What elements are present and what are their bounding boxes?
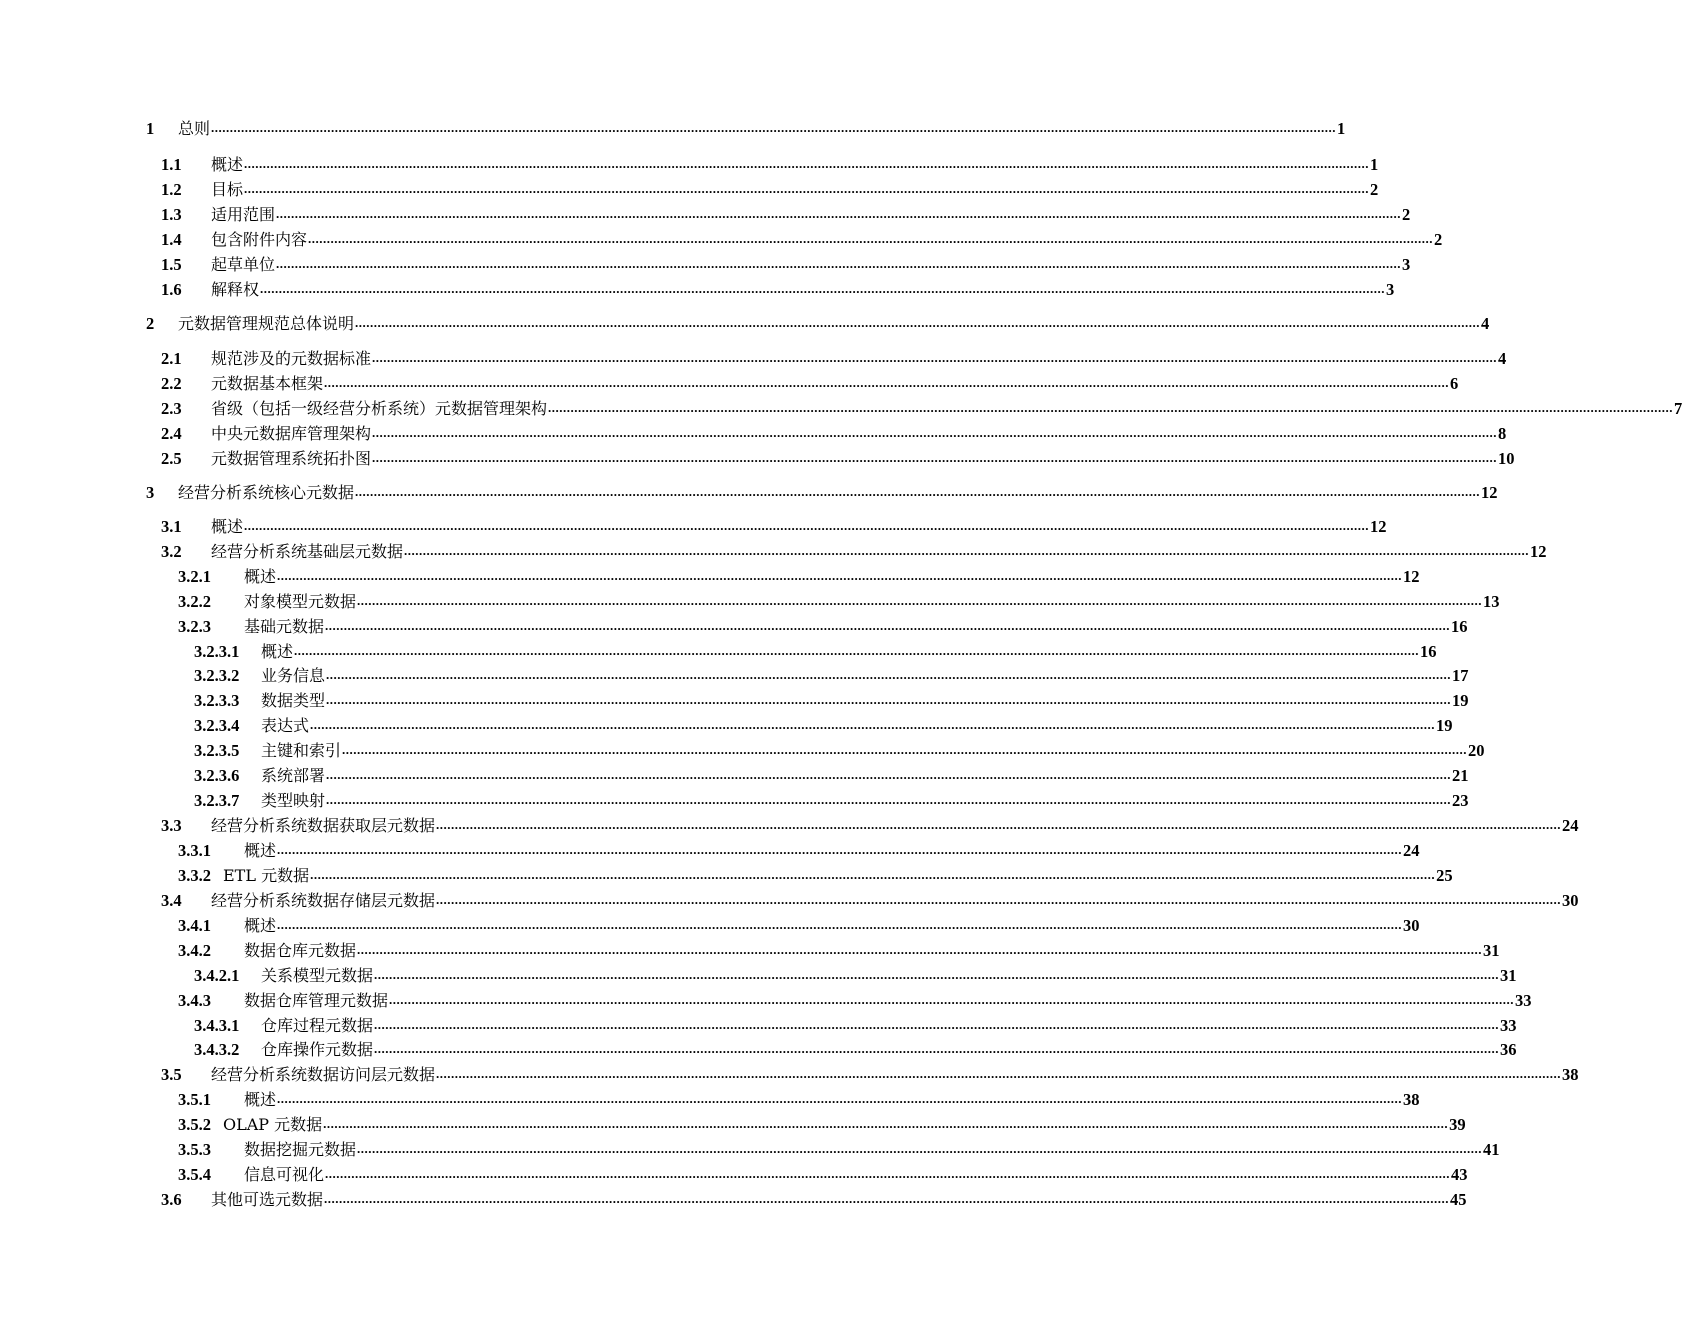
- toc-entry-page: 31: [1500, 966, 1517, 985]
- toc-entry-title: 概述: [244, 567, 277, 586]
- toc-entry-number: 3.2.2: [178, 592, 211, 611]
- toc-entry-title: 概述: [261, 642, 294, 661]
- toc-entry-page: 41: [1483, 1140, 1500, 1159]
- toc-entry-page: 1: [1370, 155, 1379, 174]
- toc-entry-number: 3.3.2: [178, 866, 211, 885]
- toc-entry-page: 3: [1402, 255, 1411, 274]
- toc-dot-leader: ............................................................................................................................................................................................................................................................................................................: [548, 400, 1674, 415]
- toc-entry-page: 2: [1402, 205, 1411, 224]
- toc-entry-title: 概述: [244, 1090, 277, 1109]
- toc-entry-title: 元数据管理系统拓扑图: [211, 449, 372, 468]
- toc-entry-number: 3.2.3.4: [194, 716, 240, 735]
- toc-dot-leader: ............................................................................................................................................................................................................................................................................................................: [324, 375, 1450, 390]
- toc-entry[interactable]: [161, 201, 1411, 225]
- toc-entry[interactable]: [178, 862, 1453, 886]
- toc-entry-number: 1.4: [161, 230, 182, 249]
- toc-entry-page: 38: [1562, 1065, 1579, 1084]
- toc-entry-page: 16: [1451, 617, 1468, 636]
- toc-entry[interactable]: [161, 370, 1459, 394]
- toc-entry-number: 3.4.3: [178, 991, 211, 1010]
- toc-dot-leader: ............................................................................................................................................................................................................................................................................................................: [326, 692, 1452, 707]
- toc-entry-title: 起草单位: [211, 255, 276, 274]
- toc-entry[interactable]: [194, 687, 1469, 711]
- toc-entry-page: 12: [1370, 517, 1387, 536]
- toc-entry[interactable]: [194, 762, 1469, 786]
- toc-dot-leader: ............................................................................................................................................................................................................................................................................................................: [308, 231, 1434, 246]
- toc-entry-number: 3.3: [161, 816, 182, 835]
- toc-entry-number: 3.5.3: [178, 1140, 211, 1159]
- toc-entry-page: 25: [1436, 866, 1453, 885]
- toc-entry-number: 2.1: [161, 349, 182, 368]
- toc-entry-page: 23: [1452, 791, 1469, 810]
- toc-entry[interactable]: [194, 712, 1453, 736]
- toc-entry-number: 3.4.3.1: [194, 1016, 240, 1035]
- toc-entry[interactable]: [194, 1036, 1517, 1060]
- toc-entry-page: 1: [1337, 119, 1346, 138]
- toc-dot-leader: ............................................................................................................................................................................................................................................................................................................: [342, 742, 1468, 757]
- toc-dot-leader: ............................................................................................................................................................................................................................................................................................................: [389, 992, 1515, 1007]
- toc-entry-title: 经营分析系统数据获取层元数据: [211, 816, 436, 835]
- toc-entry-page: 39: [1449, 1115, 1466, 1134]
- toc-dot-leader: ............................................................................................................................................................................................................................................................................................................: [355, 315, 1481, 330]
- toc-entry[interactable]: [178, 1161, 1468, 1185]
- toc-entry[interactable]: [178, 1086, 1420, 1110]
- toc-entry-title: 元数据管理规范总体说明: [178, 314, 355, 333]
- toc-entry-title: 规范涉及的元数据标准: [211, 349, 372, 368]
- toc-dot-leader: ............................................................................................................................................................................................................................................................................................................: [310, 867, 1436, 882]
- toc-entry[interactable]: [161, 395, 1682, 419]
- toc-dot-leader: ............................................................................................................................................................................................................................................................................................................: [294, 643, 1420, 658]
- toc-entry-number: 3.2.1: [178, 567, 211, 586]
- toc-entry-title: 数据仓库管理元数据: [244, 991, 389, 1010]
- toc-entry-title: 数据仓库元数据: [244, 941, 357, 960]
- toc-entry-title: 经营分析系统数据存储层元数据: [211, 891, 436, 910]
- toc-dot-leader: ............................................................................................................................................................................................................................................................................................................: [374, 1017, 1500, 1032]
- toc-entry-title: 表达式: [261, 716, 310, 735]
- toc-entry[interactable]: [161, 226, 1443, 250]
- toc-entry-number: 3.4.2.1: [194, 966, 240, 985]
- toc-entry[interactable]: [161, 276, 1395, 300]
- toc-entry-number: 2.3: [161, 399, 182, 418]
- toc-dot-leader: ............................................................................................................................................................................................................................................................................................................: [325, 618, 1451, 633]
- toc-entry-number: 1.1: [161, 155, 182, 174]
- toc-entry-page: 31: [1483, 941, 1500, 960]
- toc-entry-title: 仓库过程元数据: [261, 1016, 374, 1035]
- toc-dot-leader: ............................................................................................................................................................................................................................................................................................................: [277, 1091, 1403, 1106]
- toc-entry[interactable]: [178, 937, 1500, 961]
- toc-entry-page: 21: [1452, 766, 1469, 785]
- toc-entry-number: 3.2.3.5: [194, 741, 240, 760]
- toc-entry-number: 3.2.3.2: [194, 666, 240, 685]
- toc-entry[interactable]: [178, 987, 1532, 1011]
- toc-entry-page: 19: [1436, 716, 1453, 735]
- toc-entry-title: 对象模型元数据: [244, 592, 357, 611]
- toc-entry-title: 解释权: [211, 280, 260, 299]
- toc-entry-page: 33: [1515, 991, 1532, 1010]
- toc-entry-page: 16: [1420, 642, 1437, 661]
- toc-entry-number: 3.5.1: [178, 1090, 211, 1109]
- toc-entry-number: 3.2: [161, 542, 182, 561]
- toc-entry[interactable]: [146, 310, 1490, 334]
- toc-entry-title: 基础元数据: [244, 617, 325, 636]
- toc-entry[interactable]: [194, 662, 1469, 686]
- toc-entry-number: 3.2.3.3: [194, 691, 240, 710]
- toc-entry-page: 12: [1403, 567, 1420, 586]
- toc-dot-leader: ............................................................................................................................................................................................................................................................................................................: [357, 593, 1483, 608]
- toc-entry-title: 数据挖掘元数据: [244, 1140, 357, 1159]
- toc-dot-leader: ............................................................................................................................................................................................................................................................................................................: [374, 1041, 1500, 1056]
- toc-dot-leader: ............................................................................................................................................................................................................................................................................................................: [277, 568, 1403, 583]
- toc-entry-number: 3: [146, 483, 155, 502]
- toc-entry-page: 17: [1452, 666, 1469, 685]
- toc-entry-number: 3.4.1: [178, 916, 211, 935]
- toc-entry-page: 2: [1370, 180, 1379, 199]
- toc-entry-page: 45: [1450, 1190, 1467, 1209]
- toc-entry-number: 3.2.3.1: [194, 642, 240, 661]
- toc-entry-page: 24: [1403, 841, 1420, 860]
- toc-dot-leader: ............................................................................................................................................................................................................................................................................................................: [436, 817, 1562, 832]
- toc-entry-title: ETL 元数据: [223, 866, 310, 885]
- toc-dot-leader: ............................................................................................................................................................................................................................................................................................................: [310, 717, 1436, 732]
- toc-entry[interactable]: [161, 538, 1547, 562]
- toc-entry[interactable]: [161, 345, 1507, 369]
- toc-dot-leader: ............................................................................................................................................................................................................................................................................................................: [277, 842, 1403, 857]
- toc-entry[interactable]: [161, 251, 1411, 275]
- toc-entry-title: 概述: [211, 155, 244, 174]
- toc-entry-number: 1.6: [161, 280, 182, 299]
- toc-dot-leader: ............................................................................................................................................................................................................................................................................................................: [323, 1116, 1449, 1131]
- toc-entry-number: 3.5.4: [178, 1165, 211, 1184]
- toc-dot-leader: ............................................................................................................................................................................................................................................................................................................: [244, 518, 1370, 533]
- toc-dot-leader: ............................................................................................................................................................................................................................................................................................................: [372, 450, 1498, 465]
- toc-entry-page: 33: [1500, 1016, 1517, 1035]
- toc-entry[interactable]: [161, 513, 1387, 537]
- toc-entry-title: 信息可视化: [244, 1165, 325, 1184]
- toc-entry[interactable]: [178, 837, 1420, 861]
- toc-dot-leader: ............................................................................................................................................................................................................................................................................................................: [325, 1166, 1451, 1181]
- toc-entry-title: 包含附件内容: [211, 230, 308, 249]
- toc-dot-leader: ............................................................................................................................................................................................................................................................................................................: [357, 942, 1483, 957]
- toc-entry-title: 主键和索引: [261, 741, 342, 760]
- toc-entry-number: 3.4: [161, 891, 182, 910]
- toc-entry-number: 3.2.3: [178, 617, 211, 636]
- toc-entry-page: 43: [1451, 1165, 1468, 1184]
- toc-entry-number: 3.6: [161, 1190, 182, 1209]
- toc-entry-number: 2.2: [161, 374, 182, 393]
- toc-dot-leader: ............................................................................................................................................................................................................................................................................................................: [211, 120, 1337, 135]
- toc-entry[interactable]: [161, 812, 1579, 836]
- toc-entry-title: 其他可选元数据: [211, 1190, 324, 1209]
- toc-entry-title: 概述: [244, 841, 277, 860]
- toc-entry-number: 3.3.1: [178, 841, 211, 860]
- toc-entry[interactable]: [161, 887, 1579, 911]
- toc-entry-page: 12: [1481, 483, 1498, 502]
- toc-entry-title: 省级（包括一级经营分析系统）元数据管理架构: [211, 399, 548, 418]
- toc-entry[interactable]: [178, 588, 1500, 612]
- toc-entry-title: 适用范围: [211, 205, 276, 224]
- toc-entry-title: 经营分析系统数据访问层元数据: [211, 1065, 436, 1084]
- toc-entry-title: 经营分析系统核心元数据: [178, 483, 355, 502]
- toc-entry[interactable]: [161, 420, 1507, 444]
- toc-dot-leader: ............................................................................................................................................................................................................................................................................................................: [326, 767, 1452, 782]
- toc-entry-page: 6: [1450, 374, 1459, 393]
- toc-entry[interactable]: [146, 115, 1346, 139]
- toc-entry-number: 2: [146, 314, 155, 333]
- toc-entry-number: 2.5: [161, 449, 182, 468]
- toc-entry[interactable]: [194, 638, 1437, 662]
- toc-entry-title: 经营分析系统基础层元数据: [211, 542, 404, 561]
- toc-entry[interactable]: [178, 1111, 1466, 1135]
- toc-dot-leader: ............................................................................................................................................................................................................................................................................................................: [326, 667, 1452, 682]
- toc-dot-leader: ............................................................................................................................................................................................................................................................................................................: [244, 181, 1370, 196]
- toc-dot-leader: ............................................................................................................................................................................................................................................................................................................: [357, 1141, 1483, 1156]
- toc-dot-leader: ............................................................................................................................................................................................................................................................................................................: [276, 256, 1402, 271]
- toc-entry-page: 30: [1403, 916, 1420, 935]
- toc-dot-leader: ............................................................................................................................................................................................................................................................................................................: [374, 967, 1500, 982]
- toc-entry-title: 总则: [178, 119, 211, 138]
- toc-dot-leader: ............................................................................................................................................................................................................................................................................................................: [372, 425, 1498, 440]
- toc-dot-leader: ............................................................................................................................................................................................................................................................................................................: [277, 917, 1403, 932]
- toc-entry[interactable]: [178, 613, 1468, 637]
- toc-entry-page: 12: [1530, 542, 1547, 561]
- toc-entry[interactable]: [194, 1012, 1517, 1036]
- toc-entry-title: 概述: [244, 916, 277, 935]
- toc-entry[interactable]: [178, 1136, 1500, 1160]
- toc-entry-title: 仓库操作元数据: [261, 1040, 374, 1059]
- toc-entry-number: 3.4.3.2: [194, 1040, 240, 1059]
- toc-entry-title: 数据类型: [261, 691, 326, 710]
- toc-entry[interactable]: [194, 962, 1517, 986]
- toc-dot-leader: ............................................................................................................................................................................................................................................................................................................: [324, 1191, 1450, 1206]
- toc-entry-title: 目标: [211, 180, 244, 199]
- toc-entry-page: 20: [1468, 741, 1485, 760]
- toc-entry[interactable]: [161, 1186, 1467, 1210]
- toc-entry-page: 13: [1483, 592, 1500, 611]
- toc-entry-title: 系统部署: [261, 766, 326, 785]
- toc-entry-number: 2.4: [161, 424, 182, 443]
- toc-entry-number: 3.4.2: [178, 941, 211, 960]
- toc-entry-title: 业务信息: [261, 666, 326, 685]
- toc-entry-title: 类型映射: [261, 791, 326, 810]
- toc-entry-page: 36: [1500, 1040, 1517, 1059]
- toc-entry[interactable]: [178, 563, 1420, 587]
- toc-entry-page: 3: [1386, 280, 1395, 299]
- toc-entry[interactable]: [194, 787, 1469, 811]
- toc-entry-number: 3.5: [161, 1065, 182, 1084]
- toc-dot-leader: ............................................................................................................................................................................................................................................................................................................: [244, 156, 1370, 171]
- toc-entry-number: 1: [146, 119, 155, 138]
- toc-entry-page: 30: [1562, 891, 1579, 910]
- toc-entry-page: 38: [1403, 1090, 1420, 1109]
- toc-entry[interactable]: [161, 151, 1379, 175]
- toc-entry-page: 7: [1674, 399, 1682, 418]
- toc-entry[interactable]: [161, 1061, 1579, 1085]
- toc-entry-title: 中央元数据库管理架构: [211, 424, 372, 443]
- toc-entry-title: 关系模型元数据: [261, 966, 374, 985]
- toc-entry-number: 1.2: [161, 180, 182, 199]
- toc-entry-page: 24: [1562, 816, 1579, 835]
- toc-dot-leader: ............................................................................................................................................................................................................................................................................................................: [436, 892, 1562, 907]
- toc-entry[interactable]: [194, 737, 1485, 761]
- toc-entry-number: 1.5: [161, 255, 182, 274]
- toc-entry[interactable]: [161, 445, 1515, 469]
- toc-entry-page: 2: [1434, 230, 1443, 249]
- toc-dot-leader: ............................................................................................................................................................................................................................................................................................................: [326, 792, 1452, 807]
- toc-entry-number: 1.3: [161, 205, 182, 224]
- toc-dot-leader: ............................................................................................................................................................................................................................................................................................................: [355, 484, 1481, 499]
- toc-entry-title: OLAP 元数据: [223, 1115, 323, 1134]
- toc-entry-title: 概述: [211, 517, 244, 536]
- toc-dot-leader: ............................................................................................................................................................................................................................................................................................................: [436, 1066, 1562, 1081]
- toc-entry-number: 3.1: [161, 517, 182, 536]
- toc-entry[interactable]: [161, 176, 1379, 200]
- toc-entry-page: 4: [1498, 349, 1507, 368]
- toc-entry-page: 8: [1498, 424, 1507, 443]
- toc-entry-number: 3.5.2: [178, 1115, 211, 1134]
- toc-dot-leader: ............................................................................................................................................................................................................................................................................................................: [404, 543, 1530, 558]
- toc-entry[interactable]: [178, 912, 1420, 936]
- toc-entry-number: 3.2.3.7: [194, 791, 240, 810]
- toc-entry-page: 19: [1452, 691, 1469, 710]
- toc-entry-page: 10: [1498, 449, 1515, 468]
- toc-entry-number: 3.2.3.6: [194, 766, 240, 785]
- toc-dot-leader: ............................................................................................................................................................................................................................................................................................................: [372, 350, 1498, 365]
- toc-entry-page: 4: [1481, 314, 1490, 333]
- toc-dot-leader: ............................................................................................................................................................................................................................................................................................................: [260, 281, 1386, 296]
- toc-dot-leader: ............................................................................................................................................................................................................................................................................................................: [276, 206, 1402, 221]
- toc-entry-title: 元数据基本框架: [211, 374, 324, 393]
- toc-entry[interactable]: [146, 479, 1498, 503]
